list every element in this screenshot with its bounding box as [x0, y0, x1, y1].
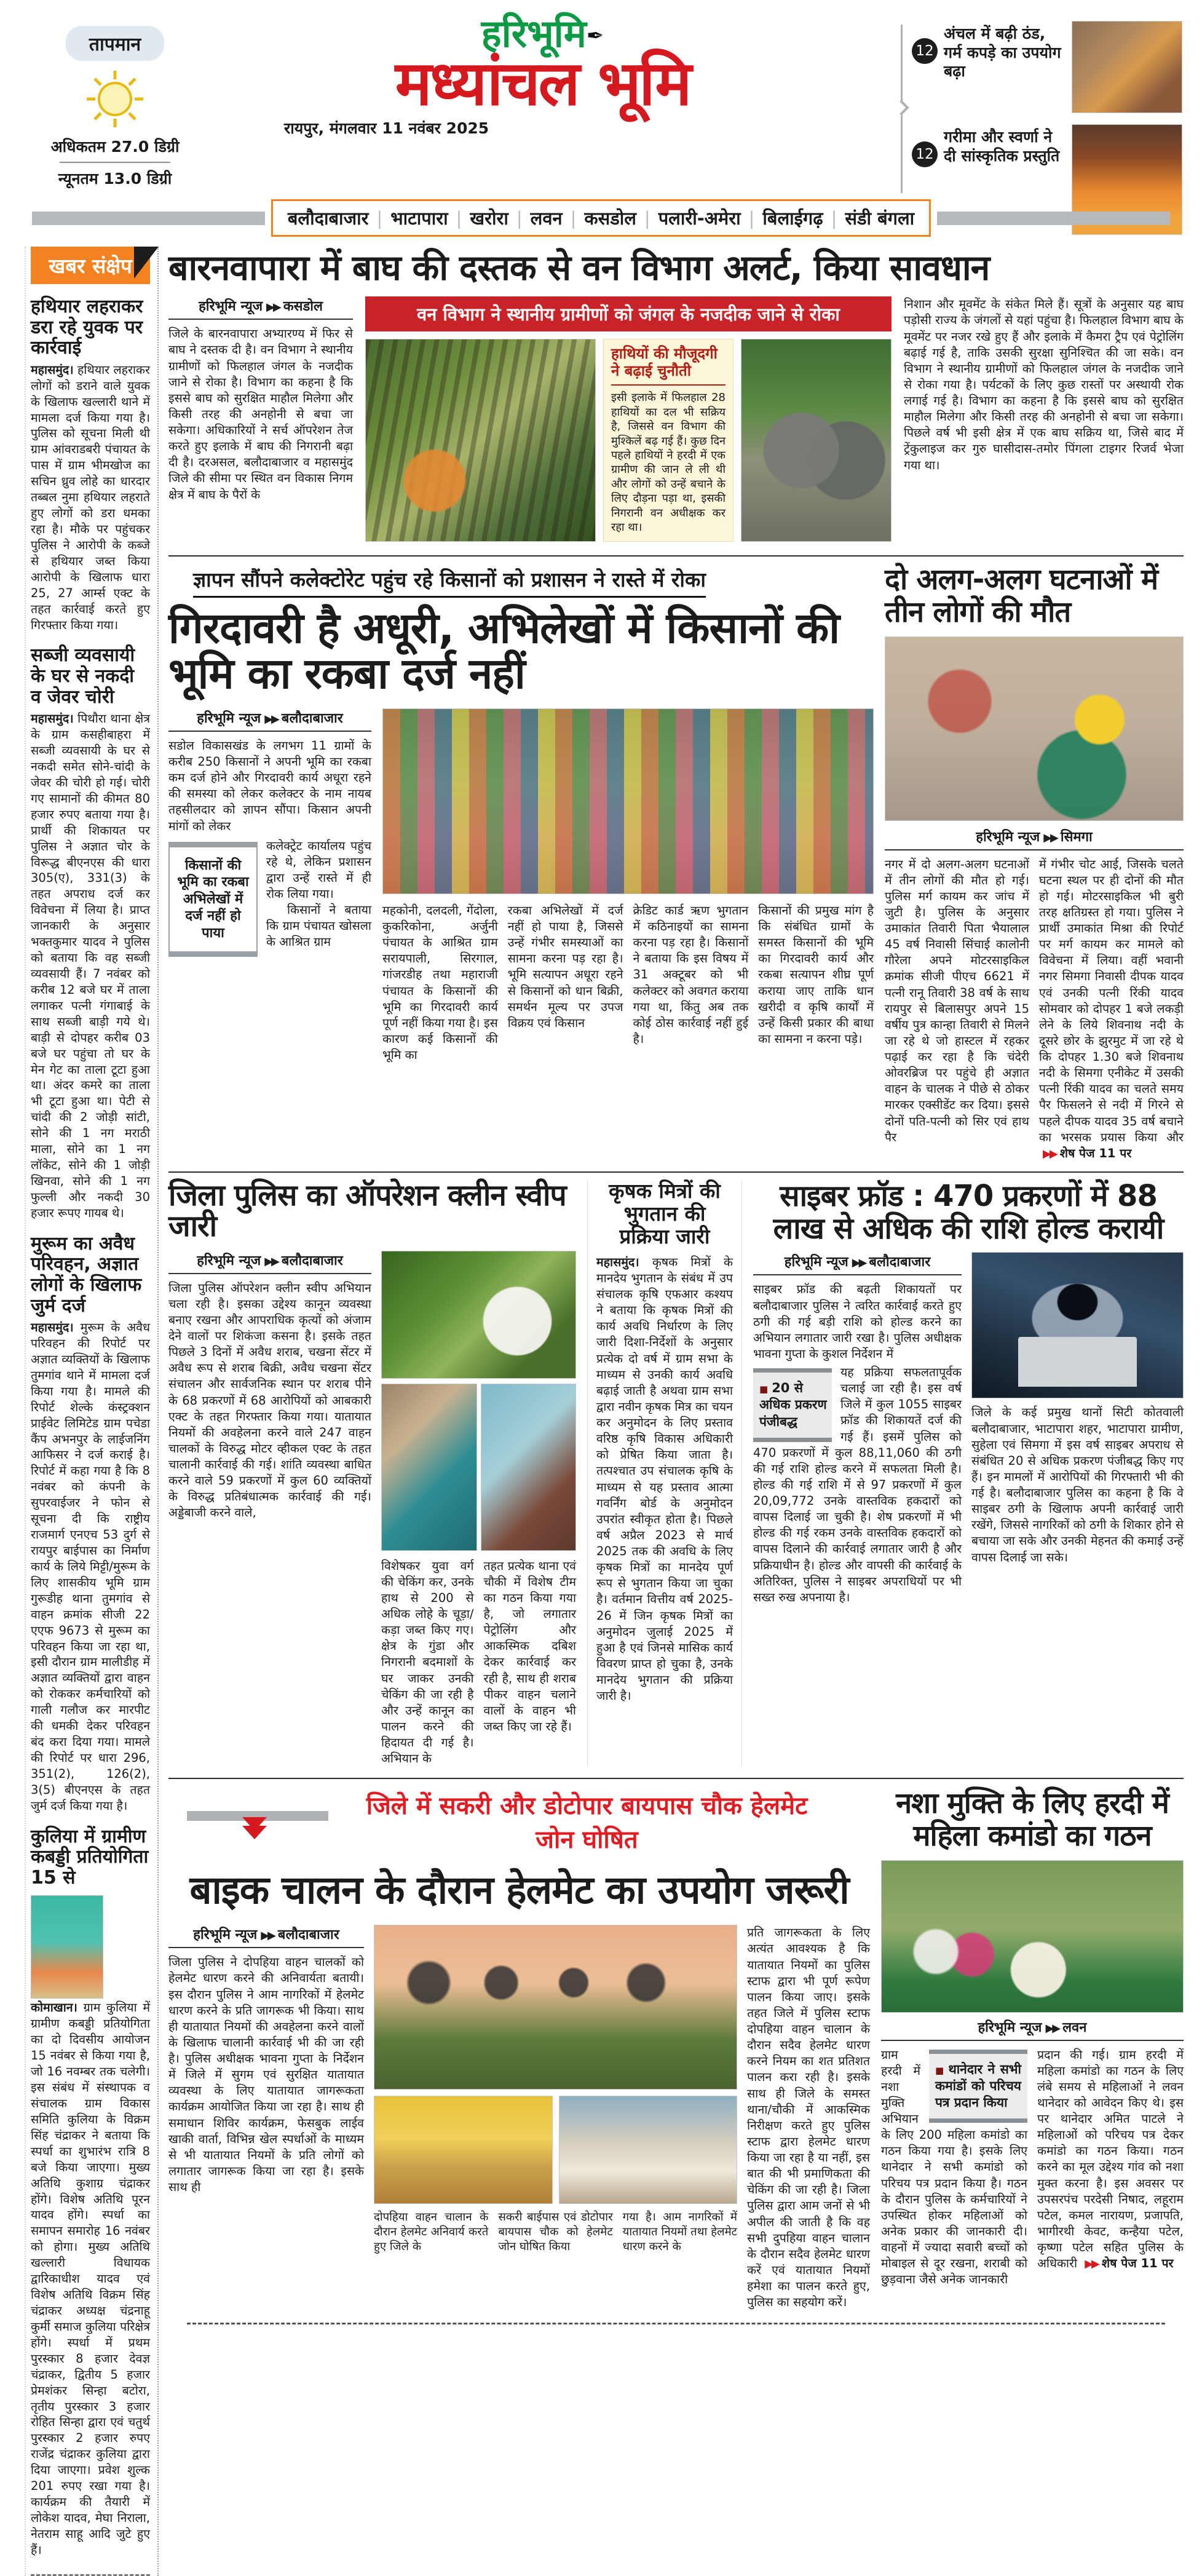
article-text: विशेषकर युवा वर्ग की चेकिंग कर, उनके हाथ से 200 से अधिक लोहे के चूड़ा/कड़ा जब्त किए गए। क्षेत्र के गुंडा और निगरानी बदमाशों के घर जाकर उनकी चेकिंग की जा रही है और उन्हें कानून का पालन करने की हिदायत दी गई है। अभियान के — [381, 1558, 474, 1766]
arrest-photo-right — [481, 1384, 577, 1551]
article-text: महकोनी, दलदली, गेंदोला, कुकरिकोना, अर्जुनी पंचायत के आश्रित ग्राम सरायपाली, सिरगाल, गांजरडीह तथा महाराजी पंचायत के किसानों की भूमि का गिरदावरी कार्य पूर्ण नहीं किया गया है। इस कारण कई किसानों की भूमि का — [382, 903, 498, 1063]
byline-brand: हरिभूमि न्यूज — [784, 1254, 848, 1270]
brief-title: मुरूम का अवैध परिवहन, अज्ञात लोगों के खिलाफ जुर्म दर्ज — [31, 1232, 142, 1317]
brief-body — [31, 1892, 150, 2558]
brand-block — [192, 11, 893, 197]
article-text — [596, 1254, 733, 1705]
byline-arrows-icon: ▶▶ — [852, 1256, 866, 1270]
byline — [885, 827, 1184, 850]
byline-arrows-icon: ▶▶ — [261, 1929, 274, 1943]
article-headline: जिला पुलिस का ऑपरेशन क्लीन स्वीप जारी — [168, 1178, 566, 1244]
article-headline: दो अलग-अलग घटनाओं में तीन लोगों की मौत — [885, 563, 1158, 629]
article-text: सडोल विकासखंड के लगभग 11 ग्रामों के करीब 250 किसानों ने अपनी भूमि का रकबा कम दर्ज होने और गिरदावरी कार्य अधूरा रहने की समस्या को लेकर कलेक्टर के नाम नायब तहसीलदार को ज्ञापन सौंपा। किसान अपनी मांगों को लेकर — [168, 738, 371, 833]
article-simga-deaths — [885, 564, 1184, 1162]
byline-place: सिमगा — [1060, 829, 1093, 845]
byline — [168, 296, 353, 320]
brief-dateline: कोमाखान। — [31, 2000, 77, 2015]
continued-label: शेष पेज 11 पर — [1059, 1146, 1132, 1160]
brief-dateline: महासमुंद। — [31, 1320, 74, 1335]
article-headline: साइबर फ्रॉड : 470 प्रकरणों में 88 लाख से अधिक की राशि होल्ड करायी — [773, 1178, 1164, 1246]
article-text: प्रति जागरूकता के लिए अत्यंत आवश्यक है कि यातायात नियमों का पुलिस स्टाफ द्वारा भी पूर्ण रूपेण पालन किया जाए। इसके तहत जिले में पुलिस स्टाफ दोपहिया वाहन चालान के दौरान सदैव हेलमेट धारण करने नियम का शत प्रतिशत पालन करा रही है। इसके साथ ही जिले के समस्त थाना/चौकी में आकस्मिक निरीक्षण करते हुए पुलिस स्टाफ द्वारा हेलमेट धारण किया जा रहा है या नहीं, इस बात की भी प्रमाणिकता की चेकिंग की जा रही है। जिला पुलिस द्वारा आम जनों से भी अपील की जाती है कि वह सभी दुपहिया वाहन चालान के दौरान सदैव हेलमेट धारण करें एवं यातायात नियमों हमेशा का पालन करते हुए, पुलिस का सहयोग करें। — [747, 1925, 870, 2310]
hacker-photo — [971, 1252, 1184, 1398]
teaser-title: गरीमा और स्वर्णा ने दी सांस्कृतिक प्रस्तुति — [944, 128, 1060, 165]
teaser-column — [893, 16, 1182, 197]
article-headline: बारनवापारा में बाघ की दस्तक से वन विभाग अलर्ट, किया सावधान — [168, 248, 990, 288]
brief-text: ग्राम कुलिया में ग्रामीण कबड्डी प्रतियोगिता का दो दिवसीय आयोजन 15 नवंबर से किया गया है, जो 16 नवम्बर तक चलेगी। इस संबंध में संस्थापक व संचालक ग्राम विकास समिति कुलिया के विक्रम सिंह चंद्राकर ने बताया कि स्पर्धा का शुभारंभ रात्रि 8 बजे किया जाएगा। मुख्य अतिथि कुशाग्र चंद्राकर होंगे। विशेष अतिथि पूरन यादव होंगे। स्पर्धा का समापन समारोह 16 नवंबर को होगा। मुख्य अतिथि खल्लारी विधायक द्वारिकाधीश यादव एवं विशेष अतिथि विक्रम सिंह चंद्राकर अध्यक्ष चंद्रनाहू कुर्मी समाज कुलिया परिक्षेत्र होंगे। स्पर्धा में प्रथम पुरस्कार 8 हजार देवज्ञ चंद्राकर, द्वितीय 5 हजार प्रेमशंकर सिन्हा बटोरा, तृतीय पुरस्कार 3 हजार रोहित सिन्हा द्वारा एवं चतुर्थ पुरस्कार 2 हजार रुपए राजेंद्र चंद्राकर कुलिया द्वारा दिया जाएगा। प्रवेश शुल्क 201 रुपए रखा गया है। कार्यक्रम की तैयारी में लोकेश यादव, मेघा निराला, नेतराम साहू आदि जुटे हुए हैं। — [31, 2000, 150, 2557]
brief-body — [31, 711, 150, 1221]
weather-title: तापमान — [66, 26, 164, 61]
women-commando-photo — [881, 1860, 1184, 2013]
elephant-factbox — [603, 339, 733, 542]
article-kicker: जिले में सकरी और डोटोपार बायपास चौक हेलमेट जोन घोषित — [366, 1792, 808, 1855]
police-vehicle-photo — [381, 1251, 576, 1379]
arrest-photo-left — [381, 1384, 477, 1551]
article-text: किसानों की प्रमुख मांग है कि संबंधित ग्रामों के समस्त किसानों की भूमि का गिरदावरी कार्य और रकबा सत्यापन शीघ्र पूर्ण कराया जाए ताकि धान खरीदी व कृषि कार्यों में उन्हें किसी प्रकार की बाधा का सामना न करना पड़े। — [758, 903, 874, 1046]
article-helmet — [168, 1788, 870, 2310]
brief-dateline: महासमुंद। — [31, 711, 74, 726]
photo-caption: गया है। आम नागरिकों में यातायात नियमों तथा हेलमेट धारण करने के — [622, 2211, 737, 2254]
byline — [168, 1251, 371, 1274]
accident-scene-photo — [885, 636, 1184, 821]
article-girdawari — [168, 564, 874, 1162]
teaser-photo-warm-clothes — [1072, 21, 1182, 113]
news-brief-sidebar — [25, 247, 159, 2576]
pen-icon: ✒ — [586, 23, 604, 49]
section-divider — [168, 555, 1184, 557]
brief-title: सब्जी व्यवसायी के घर से नकदी व जेवर चोरी — [31, 644, 135, 708]
continue-arrows-icon: ▶▶ — [1085, 2257, 1098, 2271]
byline — [753, 1252, 962, 1275]
byline-brand: हरिभूमि न्यूज — [193, 1927, 258, 1943]
brief-text: हथियार लहराकर लोगों को डराने वाले युवक के खिलाफ खल्लारी थाने में मामला दर्ज किया गया है। पुलिस को सूचना मिली थी ग्राम आंवराडबरी पंचायत के पास में ग्राम भीमखोज का सचिन ध्रुव लोहे का धारदार तब्बल नुमा हथियार लहराते हुए लोगों को डरा धमका रहा है। मौके पर पहुंचकर पुलिस ने आरोपी के कब्जे से हथियार जब्त किया आरोपी के खिलाफ धारा 25, 27 आर्म्स एक्ट के तहत कार्रवाई करते हुए गिरफ्तार किया गया। — [31, 362, 150, 632]
article-dateline: महासमुंद। — [596, 1254, 639, 1269]
sidebar-header: खबर संक्षेप — [31, 247, 150, 284]
factbox-text: इसी इलाके में फिलहाल 28 हाथियों का दल भी सक्रिय है, जिससे वन विभाग की मुश्किलें बढ़ गई हैं। कुछ दिन पहले हाथियों ने हरदी में एक ग्रामीण की जान ले ली थी और लोगों को उन्हें बचाने के लिए दौड़ना पड़ा था, इसकी निगरानी वन अधीक्षक कर रहा था। — [611, 391, 726, 534]
continued-on-page — [1039, 1146, 1131, 1160]
article-text — [1037, 2047, 1184, 2288]
byline-place: बलौदाबाजार — [281, 710, 343, 726]
nav-right-bar — [937, 212, 1170, 225]
brief-body — [31, 362, 150, 633]
article-text — [881, 2047, 1027, 2288]
article-text: नगर में दो अलग-अलग घटनाओं में तीन लोगों की मौत हो गई। पुलिस मर्ग कायम कर जांच में जुटी है। पुलिस के अनुसार उमाकांत तिवारी पिता भैयालाल 45 वर्ष निवासी सिंचाई कालोनी गौरेला अपने मोटरसाइकिल क्रमांक सीजी पीएच 6621 में पत्नी रानू तिवारी 38 वर्ष के साथ रायपुर से बिलासपुर अपने 15 वर्षीय पुत्र कान्हा तिवारी से मिलने जा रहे थे जो हास्टल में रहकर पढ़ाई कर रहा है कि चंदेरी ओवरब्रिज पर पहुंचे ही अज्ञात वाहन के चालक ने पीछे से ठोकर मारकर एक्सीडेंट कर दिया। इससे दोनों पति-पत्नी को सिर एवं हाथ पैर — [885, 857, 1029, 1144]
page-number-badge: 12 — [912, 38, 938, 64]
article-clean-sweep — [168, 1180, 576, 1767]
police-station-photo — [374, 2096, 553, 2204]
kabaddi-photo — [31, 1895, 103, 1999]
byline-arrows-icon: ▶▶ — [266, 301, 280, 314]
article-text: साइबर फ्रॉड की बढ़ती शिकायतों पर बलौदाबाजार पुलिस ने त्वरित कार्रवाई करते हुए ठगी की गई बड़ी राशि को होल्ड करने का अभियान लगातार जारी रखा है। पुलिस अधीक्षक भावना गुप्ता के कुशल निर्देशन में — [753, 1282, 962, 1361]
continued-on-page — [1081, 2256, 1173, 2270]
byline — [168, 708, 371, 732]
article-text: ग्राम हरदी में नशा मुक्ति अभियान के लिए 200 महिला कमांडो का गठन किया गया है। इसके लिए थानेदार ने सभी कमांडो को परिचय पत्र प्रदान किया है। गठन के दौरान पुलिस के कर्मचारियों ने उपस्थित होकर महिलाओं को अनेक प्रकार की जानकारी दी। वाहनों में ज्यादा सवारी बच्चों को मोबाइल से दूर रखना, शराबी को छुड़वाना जैसे अनेक जानकारी — [881, 2047, 1027, 2287]
byline-place: बलौदाबाजार — [869, 1254, 931, 1270]
helmet-photos-row — [374, 2096, 737, 2204]
brief-body — [31, 1320, 150, 1814]
photo-caption: दोपहिया वाहन चालान के दौरान हेलमेट अनिवार्य करते हुए जिले के — [374, 2211, 489, 2254]
byline-arrows-icon: ▶▶ — [264, 712, 278, 726]
brief-title: कुलिया में ग्रामीण कबड्डी प्रतियोगिता 15 से — [31, 1825, 149, 1888]
square-bullet-icon: ■ — [759, 1384, 769, 1395]
teaser-item-cold — [912, 21, 1182, 113]
article-text: आवेदन किए थे। इस पर थानेदार अमित पाटले ने महिलाओं को परिचय पत्र देकर कमांडो का गठन किया। गठन करने का मूल उद्देश्य गांव को नशा मुक्त करना है। इस अवसर पर उपसरपंच परदेसी निषाद, लहूराम पटेल, कमल नारायण, प्रजापति, भागीरथी केवट, कन्हैया पटेल, कृष्णा पटेल सहित पुलिस के अधिकारी — [1037, 2095, 1184, 2271]
photo-caption: सकरी बाईपास एवं डोटोपार बायपास चौक को हेलमेट जोन घोषित किया — [498, 2211, 613, 2254]
article-headline: बाइक चालन के दौरान हेलमेट का उपयोग जरूरी — [189, 1868, 849, 1913]
weather-box — [38, 16, 192, 197]
nav-city: कसडोल | — [584, 206, 658, 230]
chevron-down-icon — [242, 1826, 267, 1839]
brief-dateline: महासमुंद। — [31, 362, 74, 377]
pull-quote-text: थानेदार ने सभी कमांडों को परिचय पत्र प्रदान किया — [935, 2061, 1021, 2110]
elephants-photo — [741, 339, 892, 542]
article-krishak-mitra — [587, 1180, 742, 1767]
article-text: रकबा अभिलेखों में दर्ज नहीं हो पाया है, जिससे उन्हें गंभीर समस्याओं का सामना करना पड़ रहा है। भूमि सत्यापन अधूरा रहने से किसानों को धान बिक्री, समर्थन मूल्य पर उपज विक्रय एवं किसान — [507, 903, 623, 1030]
byline-arrows-icon: ▶▶ — [1045, 2021, 1059, 2035]
byline — [881, 2018, 1184, 2041]
article-text: कृषक मित्रों के मानदेय भुगतान के संबंध में उप संचालक कृषि एफआर कश्यप ने बताया कि कृषक मित्रों की कार्य अवधि निर्धारण के लिए जारी दिशा-निर्देशों के अनुसार प्रत्येक दो वर्ष में ग्राम सभा के माध्यम से उनकी कार्य अवधि बढ़ाई जाती है अथवा ग्राम सभा द्वारा नवीन कृषक मित्र का चयन कर अनुमोदन के लिए प्रस्ताव वरिष्ठ कृषि विकास अधिकारी को प्रेषित किया जाता है। तत्पश्चात उप संचालक कृषि के माध्यम से यह प्रस्ताव आत्मा गवर्निंग बोर्ड के अनुमोदन उपरांत स्वीकृत होता है। पिछले वर्ष अप्रैल 2023 से मार्च 2025 तक की अवधि के लिए कृषक मित्रों का मानदेय पूर्ण रूप से भुगतान किया जा चुका है। वर्तमान वित्तीय वर्ष 2025-26 में जिन कृषक मित्रों का अनुमोदन जुलाई 2025 में हुआ है एवं जिनसे मासिक कार्य विवरण प्राप्त हो चुका है, उनके मानदेय भुगतान की प्रक्रिया जारी है। — [596, 1254, 733, 1703]
article-mahila-commando — [881, 1788, 1184, 2310]
pull-quote-box: किसानों की भूमि का रकबा अभिलेखों में दर्ज नहीं हो पाया — [168, 842, 258, 957]
byline-place: बलौदाबाजार — [277, 1927, 339, 1943]
pull-quote-box — [753, 1368, 832, 1442]
tiger-search-photo — [365, 339, 596, 542]
article-text: निशान और मूवमेंट के संकेत मिले हैं। सूत्रों के अनुसार यह बाघ पड़ोसी राज्य के जंगलों से यहां पहुंचा है। फिलहाल विभाग बाघ के मूवमेंट पर नजर रखे हुए हैं और इलाके में कैमरा ट्रैप एवं पेट्रोलिंग बढ़ाई गई है, ताकि उसकी सुरक्षा सुनिश्चित की जा सके। वन विभाग ने स्थानीय ग्रामीणों को फिलहाल जंगल के नजदीक जाने से रोका गया है। पर्यटकों के लिए कुछ रास्तों पर अस्थायी रोक लगाई गई है। विभाग का कहना है कि इससे बाघ को सुरक्षित माहौल मिलेगा और किसी तरह की अनहोनी से बचा जा सकेगा। पिछले वर्ष भी इसी क्षेत्र में एक बाघ सक्रिय था, जिसे बाद में ट्रेंकुलाइज कर गुरु घासीदास-तमोर पिंगला टाइगर रिजर्व भेजा गया था। — [904, 297, 1184, 472]
kicker-ornament — [168, 1807, 353, 1836]
nav-city: बलौदाबाजार | — [288, 206, 390, 230]
article-text: जिले के कई प्रमुख थानों सिटी कोतवाली बलौदाबाजार, भाटापारा शहर, भाटापारा ग्रामीण, सुहेला एवं सिमगा में इस वर्ष साइबर अपराध से संबंधित 20 से अधिक प्रकरण पंजीबद्ध किए गए हैं। इन मामलों में आरोपियों की गिरफ्तारी भी की गई है। बलौदाबाजार पुलिस का कहना है कि वे साइबर ठगी के खिलाफ अपनी कार्रवाई जारी रखेंगे, जिससे नागरिकों को ठगी के शिकार होने से बचाया जा सके और उनकी मेहनत की कमाई उन्हें वापस दिलाई जा सके। — [971, 1405, 1184, 1564]
article-headline: कृषक मित्रों की भुगतान की प्रक्रिया जारी — [609, 1178, 721, 1248]
article-text: जिले के बारनवापारा अभ्यारण्य में फिर से बाघ ने दस्तक दी है। वन विभाग ने स्थानीय ग्रामीणों को फिलहाल जंगल के नजदीक जाने से रोका है। विभाग का कहना है कि इससे बाघ को सुरक्षित माहौल मिलेगा और किसी तरह की अनहोनी से बचा जा सकेगा। अधिकारियों ने सर्च ऑपरेशन तेज करते हुए इलाके में बाघ की निगरानी बढ़ा दी है। दरअसल, बलौदाबाजार व महासमुंद जिले की सीमा पर स्थित वन विकास निगम क्षेत्र में बाघ के पैरों के — [168, 327, 353, 502]
factbox-title: हाथियों की मौजूदगी ने बढ़ाई चुनौती — [611, 346, 726, 386]
farmers-group-photo — [382, 708, 874, 894]
article-text: क्रेडिट कार्ड ऋण भुगतान में कठिनाइयों का सामना करना पड़ रहा है। किसानों ने बताया कि इस विषय में 31 अक्टूबर को भी कलेक्टर को अवगत कराया गया था, किंतु अब तक कोई ठोस कार्रवाई नहीं हुई है। — [633, 903, 749, 1046]
article-text: जिला पुलिस ने दोपहिया वाहन चालकों को हेलमेट धारण करने की अनिवार्यता बतायी। इस दौरान पुलिस ने आम नागरिकों में हेलमेट धारण करने के प्रति जागरूक भी किया। साथ ही यातायात नियमों की अवहेलना करने वालों के खिलाफ चालानी कार्रवाई भी की जा रही है। पुलिस अधीक्षक भावना गुप्ता के निर्देशन में जिले में सुगम एवं सुरक्षित यातायात व्यवस्था के लिए यातायात जागरूकता कार्यक्रम आयोजित किया जा रहा है। साथ ही समाधान शिविर कार्यक्रम, फेसबुक लाईव खाकी वार्ता, विभिन्न खेल स्पर्धाओं के माध्यम से भी यातायात नियमों के प्रति लोगों को लगातार जागरूक किया जा रहा है। इसके साथ ही — [168, 1955, 364, 2195]
square-bullet-icon: ■ — [935, 2064, 945, 2076]
byline-brand: हरिभूमि न्यूज — [199, 299, 263, 315]
byline-brand: हरिभूमि न्यूज — [978, 2019, 1042, 2035]
brief-title: हथियार लहराकर डरा रहे युवक पर कार्रवाई — [31, 296, 143, 359]
byline-place: कसडोल — [283, 299, 323, 315]
continued-label: शेष पेज 11 पर — [1101, 2256, 1174, 2271]
byline — [168, 1925, 364, 1948]
dateline: रायपुर, मंगलवार 11 नवंबर 2025 — [284, 119, 489, 137]
brief-text: मुरूम के अवैध परिवहन की रिपोर्ट पर अज्ञात व्यक्तियों के खिलाफ तुमगांव थाने में मामला दर्ज किया गया है। मामले की रिपोर्ट शेल्के कंस्ट्रक्शन प्राईवेट लिमिटेड ग्राम पचेडा कैंप अभनपुर के लाईजनिंग आफिसर ने दर्ज कराई है। रिपोर्ट में कहा गया है कि 8 नवंबर को कंपनी के सुपरवाईजर ने फोन से सूचना दी कि राष्ट्रीय राजमार्ग एनएच 53 दुर्ग से रायपुर बाईपास का निर्माण कार्य के लिये मिट्टी/मुरूम के लिए शासकीय भूमि ग्राम गुरूडीह थाना तुमगांव से वाहन क्रमांक सीजी 22 एएफ 9673 से मुरूम का परिवहन किया जा रहा था, इसी दौरान ग्राम मालीडीह में अज्ञात व्यक्तियों द्वारा वाहन को रोककर कर्मचारियों को गाली गलौज कर मारपीट की धमकी देकर परिवहन बंद करा दिया गया। मामले की रिपोर्ट पर धारा 296, 351(2), 126(2), 3(5) बीएनएस के तहत जुर्म दर्ज किया गया है। — [31, 1320, 150, 1813]
article-text: किसानों ने बताया कि ग्राम पंचायत खोसला के आश्रित ग्राम — [266, 903, 371, 949]
byline-arrows-icon: ▶▶ — [264, 1254, 278, 1268]
weather-max: अधिकतम 27.0 डिग्री — [50, 138, 180, 156]
article-headline: नशा मुक्ति के लिए हरदी में महिला कमांडो का गठन — [896, 1786, 1169, 1853]
article-text: में गंभीर चोट आई, जिसके चलते घटना स्थल पर ही दोनों की मौत हो गई। मोटरसाइकिल भी बुरी तरह क्षतिग्रस्त हो गया। पुलिस ने प्रार्थी उमाकांत मिश्रा की रिपोर्ट पर मर्ग कायम कर मामले को विवेचना में लिया। वहीं भवानी नगर सिमगा निवासी दीपक यादव एवं उनकी पत्नी रिंकी यादव सोमवार को दोपहर 1 बजे लकड़ी लेने के लिये शिवनाथ नदी के दूसरे छोर के झुरमुट में जा रहे थे कि दोपहर 1.30 बजे शिवनाथ नदी के सिमगा एनीकेट में उसकी पत्नी रिंकी यादव का चलते समय पैर फिसलने से नदी में गिरने से पहले दीपक यादव 35 वर्ष बचाने का भरसक प्रयास किया और — [1039, 857, 1184, 1144]
article-text — [1039, 857, 1184, 1162]
article-kicker: ज्ञापन सौंपने कलेक्टोरेट पहुंच रहे किसानों को प्रशासन ने रास्ते में रोका — [193, 565, 706, 598]
article-cyber-fraud — [753, 1180, 1184, 1767]
page-bottom-divider — [187, 2323, 1165, 2324]
arrest-photos — [381, 1384, 576, 1551]
page-title: मध्यांचल भूमि — [395, 47, 690, 119]
divider — [60, 162, 170, 163]
sun-icon — [85, 69, 144, 129]
chevron-right-icon — [893, 100, 909, 115]
main-column — [168, 247, 1184, 2576]
nav-cities — [271, 199, 931, 237]
page-number-badge: 12 — [912, 141, 938, 167]
continue-arrows-icon: ▶▶ — [1043, 1147, 1056, 1160]
pull-quote-box — [929, 2050, 1027, 2123]
brief-text: पिथौरा थाना क्षेत्र के ग्राम कसहीबाहरा में सब्जी व्यवसायी के घर से नकदी समेत सोने-चांदी के जेवर की चोरी हो गई। चोरी गए सामानों की कीमत 80 हजार रुपए बताया गया है। प्रार्थी की शिकायत पर पुलिस ने अज्ञात चोर के विरूद्ध बीएनएस की धारा 305(ए), 331(3) के तहत अपराध दर्ज कर विवेचना में लिया है। प्राप्त जानकारी के अनुसार भक्तकुमार यादव ने पुलिस को बताया कि वह सब्जी व्यवसायी हैं। 7 नवंबर को करीब 12 बजे घर में ताला लगाकर पत्नी गंगाबाई के साथ सब्जी बाड़ी गये थे। बाड़ी से दोपहर करीब 03 बजे घर पहुंचा तो घर के मेन गेट का ताला टूटा हुआ था। अंदर कमरे का ताला भी टूटा हुआ था। पेटी से चांदी की 2 जोड़ी सांटी, सोने की 1 नग मराठी माला, सोने का 1 नग लॉकेट, सोने की 1 जोड़ी खिनवा, सोने की 1 नग फुल्ली और नकदी 30 हजार रूपए गायब थे। — [31, 711, 150, 1220]
nav-city: पलारी-अमेरा | — [658, 206, 763, 230]
article-text: प्रदान की गई। ग्राम हरदी में महिला कमांडो का गठन के लिए लंबे समय से महिलाओं ने लवन थानेदार को — [1037, 2047, 1184, 2110]
helmet-team-photo — [559, 2096, 738, 2204]
teaser-divider — [893, 21, 912, 197]
nav-left-bar — [32, 212, 265, 225]
pull-quote-text: 20 से अधिक प्रकरण पंजीबद्ध — [759, 1381, 827, 1429]
highlight-strip: वन विभाग ने स्थानीय ग्रामीणों को जंगल के नजदीक जाने से रोका — [365, 296, 892, 331]
article-text: यह प्रक्रिया सफलतापूर्वक चलाई जा रही है। इस वर्ष जिले में कुल 1055 साइबर फ्रॉड की शिकायतें दर्ज की गई हैं। इसमें पुलिस को 470 प्रकरणों में कुल 88,11,060 की ठगी की गई राशि होल्ड करने में सफलता मिली है। होल्ड की गई राशि में से 97 प्रकरणों में कुल 20,09,772 उनके वास्तविक हकदारों को वापस दिलाई जा चुकी है। शेष प्रकरणों में भी होल्ड की गई रकम उनके वास्तविक हकदारों को वापस दिलाने की कार्रवाई लगातार जारी है और प्रक्रियाधीन है। होल्ड और वापसी की कार्रवाई के अतिरिक्त, पुलिस ने साइबर अपराधियों पर भी सख्त रुख अपनाया है। — [753, 1365, 962, 1604]
byline-brand: हरिभूमि न्यूज — [197, 710, 261, 726]
article-tiger-alert — [168, 250, 1184, 545]
nav-city: भाटापारा | — [390, 206, 470, 230]
article-text: तहत प्रत्येक थाना एवं चौकी में विशेष टीम का गठन किया गया है, जो लगातार पेट्रोलिंग और आकस्मिक दबिश देकर कार्रवाई कर रही है, साथ ही शराब पीकर वाहन चलाने वालों के वाहन भी जब्त किए जा रहे हैं। — [483, 1558, 576, 1734]
teaser-title: अंचल में बढ़ी ठंड, गर्म कपड़े का उपयोग बढ़ा — [944, 25, 1061, 80]
byline-place: बलौदाबाजार — [281, 1253, 343, 1269]
weather-min: न्यूनतम 13.0 डिग्री — [58, 170, 172, 188]
nav-city: खरोरा | — [470, 206, 530, 230]
byline-place: लवन — [1062, 2019, 1087, 2035]
article-text: कलेक्ट्रेट कार्यालय पहुंच रहे थे, लेकिन प्रशासन द्वारा उन्हें रास्ते में ही रोक लिया गया। — [266, 838, 371, 902]
nav-city: बिलाईगढ़ | — [762, 206, 845, 230]
nav-city: संडी बंगला — [845, 208, 915, 229]
article-headline: गिरदावरी है अधूरी, अभिलेखों में किसानों की भूमि का रकबा दर्ज नहीं — [168, 604, 839, 699]
sidebar-end-divider — [31, 2574, 150, 2576]
police-riders-photo — [374, 1925, 737, 2090]
masthead — [7, 0, 1195, 197]
byline-brand: हरिभूमि न्यूज — [197, 1253, 261, 1269]
brand-top-title: हरिभूमि — [481, 11, 587, 56]
article-text: जिला पुलिस ऑपरेशन क्लीन स्वीप अभियान चला रही है। इसका उद्देश्य कानून व्यवस्था बनाए रखना और आपराधिक कृत्यों को अंजाम देने वालों पर शिकंजा कसना है। इसके तहत पिछले 3 दिनों में अवैध शराब, चखना सेंटर में अवैध रूप से शराब बिक्री, अवैध चखना सेंटर संचालन और सार्वजनिक स्थान पर शराब पीने के 68 प्रकरणों में 68 आरोपियों को आबकारी एक्ट के तहत गिरफ्तार किया गया। यातायात नियमों की अवहेलना करने वाले 247 वाहन चालकों के विरुद्ध मोटर व्हीकल एक्ट के तहत चालानी कार्रवाई की गई। शांति व्यवस्था बाधित करने वाले 59 प्रकरणों में कुल 60 व्यक्तियों के विरुद्ध प्रतिबंधात्मक कार्रवाई की गई। अड्डेबाजी करने वाले, — [168, 1280, 371, 1520]
nav-city: लवन | — [531, 206, 585, 230]
byline-arrows-icon: ▶▶ — [1043, 831, 1057, 844]
byline-brand: हरिभूमि न्यूज — [976, 829, 1040, 845]
